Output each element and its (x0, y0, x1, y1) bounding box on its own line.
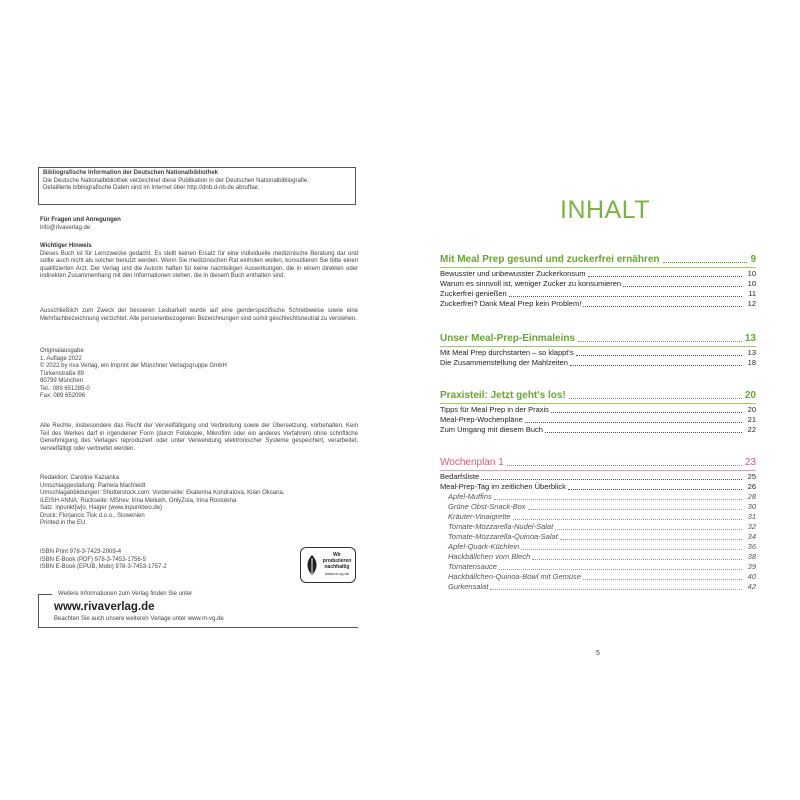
toc-entry[interactable] (440, 405, 756, 415)
toc-recipe-page: 34 (747, 532, 756, 541)
toc-section (440, 456, 756, 592)
toc-entry[interactable] (440, 289, 756, 299)
toc-recipe-page: 28 (747, 492, 756, 501)
publisher-more-text: Beachten Sie auch unsere weiteren Verlage unter www.m-vg.de (54, 616, 224, 622)
toc-recipe-entry[interactable] (440, 572, 756, 582)
isbn-line: ISBN Print 978-3-7423-2009-4 (40, 549, 122, 555)
toc-recipe-page: 31 (747, 512, 756, 521)
toc-section-page: 23 (744, 457, 756, 468)
toc-entry-title: Bewusster und unbewusster Zuckerkonsum (440, 269, 586, 278)
edition-block (40, 348, 358, 401)
credits-line: Redaktion: Caroline Kazianka (40, 475, 120, 481)
toc-recipe-entry[interactable] (440, 542, 756, 552)
edition-line: Türkenstraße 89 (40, 370, 85, 377)
contact-block (40, 217, 358, 232)
credits-line: Umschlagabbildungen: Shutterstock.com: Vorderseite: Ekaterina Kondratova, Kilan Oksana, (40, 490, 285, 496)
toc-recipe-title: Tomate-Mozzarella-Nudel-Salat (448, 522, 554, 531)
bibliographic-info-line: Detaillierte bibliografische Daten sind im Internet über http://dnb.d-nb.de abrufbar. (43, 185, 260, 191)
toc-entry[interactable] (440, 299, 756, 309)
sustainability-badge-line1: Wir produzieren (322, 552, 352, 564)
publisher-url[interactable]: www.rivaverlag.de (54, 601, 155, 613)
toc-section-title: Wochenplan 1 (440, 457, 504, 468)
bibliographic-info-title: Bibliografische Information der Deutschen Nationalbibliothek (43, 170, 219, 176)
toc-recipe-page: 32 (747, 522, 756, 531)
notice-text: Dieses Buch ist für Lernzwecke gedacht. Es stellt keinen Ersatz für eine individuelle medizinische Beratung dar und sollte auch nicht als solcher benutzt werden. Wenn Sie medizinischen Rat einholen wollen, konsultieren Sie bitte einen qualifizierten Arzt. Der Verlag und die Autorin haften für keine nachteiligen Auswirkungen, die in einem direkten oder indirekten Zusammenhang mit den Informationen stehen, die in diesem Buch enthalten sind. (40, 250, 358, 279)
credits-line: Satz: inpunkt[w]o, Haiger (www.inpunktwo.de) (40, 505, 163, 511)
toc-recipe-title: Gurkensalat (448, 582, 489, 591)
sustainability-badge-line2: nachhaltig (324, 564, 350, 570)
toc-entry-page: 22 (747, 425, 756, 434)
toc-section-page: 13 (744, 333, 756, 344)
toc-entry-title: Bedarfsliste (440, 472, 480, 481)
toc-section (440, 332, 756, 368)
sustainability-badge (300, 547, 356, 583)
toc-recipe-page: 36 (747, 542, 756, 551)
toc-section-title: Mit Meal Prep gesund und zuckerfrei ernähren (440, 254, 660, 265)
toc-entry-page: 10 (747, 279, 756, 288)
toc-recipe-title: Apfel-Muffins (448, 492, 492, 501)
toc-section-title: Unser Meal-Prep-Einmaleins (440, 333, 576, 344)
toc-entry-title: Zuckerfrei genießen (440, 289, 507, 298)
notice-block (40, 243, 358, 281)
credits-line: Druck: Florjancic Tisk d.o.o., Slowenien (40, 512, 145, 519)
edition-line: 1. Auflage 2022 (40, 355, 82, 362)
toc-recipe-page: 42 (747, 582, 756, 591)
toc-recipe-page: 40 (747, 572, 756, 581)
toc-entry[interactable] (440, 358, 756, 368)
toc-entry-page: 25 (747, 472, 756, 481)
sustainability-badge-text (319, 552, 355, 577)
publisher-intro: Weitere Informationen zum Verlag finden Sie unter (58, 591, 193, 597)
toc-recipe-page: 39 (747, 562, 756, 571)
edition-line: © 2022 by riva Verlag, ein Imprint der Münchner Verlagsgruppe GmbH (40, 363, 227, 369)
sustainability-badge-url: www.m-vg.de (324, 571, 349, 576)
toc-recipe-title: Tomatensauce (448, 562, 497, 571)
toc-recipe-entry[interactable] (440, 502, 756, 512)
toc-entry-title: Mit Meal Prep durchstarten – so klappt's (440, 348, 574, 357)
toc-recipe-title: Apfel-Quark-Küchlein (448, 542, 520, 551)
toc-entry-title: Zum Umgang mit diesem Buch (440, 425, 543, 434)
contents-page (400, 0, 800, 800)
edition-line: Tel.: 089 651285-0 (40, 385, 90, 392)
toc-entry[interactable] (440, 415, 756, 425)
gender-note-text: Ausschließlich zum Zweck der besseren Lesbarkeit wurde auf eine genderspezifische Schreibweise sowie eine Mehrfachbezeichnung verzichtet. Alle personenbezogenen Bezeichnungen sind somit geschlechtsneutral zu verstehen. (40, 308, 358, 322)
toc-entry-page: 10 (747, 269, 756, 278)
toc-recipe-page: 38 (747, 552, 756, 561)
toc-recipe-entry[interactable] (440, 552, 756, 562)
toc-entry-page: 21 (747, 415, 756, 424)
toc-recipe-title: Tomate-Mozzarella-Quinoa-Salat (448, 532, 558, 541)
leaf-icon (304, 553, 320, 577)
toc-entry-page: 20 (747, 405, 756, 414)
toc-entry-title: Die Zusammenstellung der Mahlzeiten (440, 358, 568, 367)
toc-section (440, 389, 756, 435)
toc-recipe-title: Kräuter-Vinaigrette (448, 512, 511, 521)
toc-section-heading[interactable] (440, 456, 756, 469)
credits-block (40, 475, 358, 528)
rights-block (40, 423, 358, 453)
toc-entry-title: Tipps für Meal Prep in der Praxis (440, 405, 549, 414)
toc-entry-page: 26 (747, 482, 756, 491)
page-title: INHALT (560, 196, 651, 224)
toc-entry-title: Meal-Prep-Wochenpläne (440, 415, 523, 424)
credits-line: ILEISH ANNA; Rückseite: MShev, Irina Meliukh, OnlyZoia, Irina Rostokina (40, 497, 237, 504)
toc-entry-page: 18 (747, 358, 756, 367)
toc-recipe-entry[interactable] (440, 582, 756, 592)
toc-entry-page: 13 (747, 348, 756, 357)
toc-entry-page: 11 (748, 289, 756, 298)
toc-entry-page: 12 (747, 299, 756, 308)
toc-entry-title: Warum es sinnvoll ist, weniger Zucker zu konsumieren (440, 279, 622, 288)
toc-recipe-entry[interactable] (440, 562, 756, 572)
edition-line: Originalausgabe (40, 348, 84, 354)
edition-line: Fax: 089 652096 (40, 393, 86, 399)
toc-entry[interactable] (440, 482, 756, 492)
contact-email[interactable]: info@rivaverlag.de (40, 224, 91, 231)
toc-entry-title: Zuckerfrei? Dank Meal Prep kein Problem! (440, 299, 582, 308)
credits-line: Umschlaggestaltung: Pamela Machleidt (40, 482, 146, 489)
toc-entry[interactable] (440, 348, 756, 358)
toc-entry[interactable] (440, 425, 756, 435)
edition-line: 80799 München (40, 378, 84, 384)
toc-entry-title: Meal-Prep-Tag im zeitlichen Überblick (440, 482, 566, 491)
toc-recipe-entry[interactable] (440, 512, 756, 522)
toc-section-title: Praxisteil: Jetzt geht's los! (440, 390, 566, 401)
isbn-line: ISBN E-Book (PDF) 978-3-7453-1756-5 (40, 556, 147, 563)
toc-recipe-title: Hackbällchen vom Blech (448, 552, 531, 561)
toc-section-heading[interactable] (440, 332, 756, 345)
bibliographic-info-line: Die Deutsche Nationalbibliothek verzeichnet diese Publikation in der Deutschen Nationalbibliografie. (43, 177, 309, 184)
notice-title: Wichtiger Hinweis (40, 243, 92, 249)
toc-recipe-entry[interactable] (440, 532, 756, 542)
gender-note-block (40, 308, 358, 323)
toc-recipe-title: Grüne Obst-Snack-Box (448, 502, 526, 511)
toc-section-page: 9 (750, 254, 756, 265)
toc-recipe-entry[interactable] (440, 492, 756, 502)
publisher-info-box (38, 591, 358, 628)
toc-section-page: 20 (744, 390, 756, 401)
bibliographic-info-box (38, 167, 356, 205)
toc-section (440, 253, 756, 309)
toc-entry[interactable] (440, 269, 756, 279)
credits-line: Printed in the EU (40, 520, 86, 526)
toc-recipe-page: 30 (747, 502, 756, 511)
toc-entry[interactable] (440, 472, 756, 482)
page-number: 5 (596, 650, 600, 657)
toc-section-heading[interactable] (440, 389, 756, 402)
isbn-line: ISBN E-Book (EPUB, Mobi) 978-3-7453-1757-2 (40, 564, 167, 570)
rights-text: Alle Rechte, insbesondere das Recht der Vervielfältigung und Verbreitung sowie der Übersetzung, vorbehalten. Kein Teil des Werkes darf in irgendeiner Form (durch Fotokopie, Mikrofilm oder ein anderes Verfahren) ohne schriftliche Genehmigung des Verlages reproduziert oder unter Verwendung elektronischer Systeme gespeichert, verarbeitet, vervielfältigt oder verbreitet werden. (40, 423, 358, 452)
toc-recipe-entry[interactable] (440, 522, 756, 532)
contact-title: Für Fragen und Anregungen (40, 217, 121, 223)
toc-section-heading[interactable] (440, 253, 756, 266)
toc-recipe-title: Hackbällchen-Quinoa-Bowl mit Gemüse (448, 572, 581, 581)
toc-entry[interactable] (440, 279, 756, 289)
